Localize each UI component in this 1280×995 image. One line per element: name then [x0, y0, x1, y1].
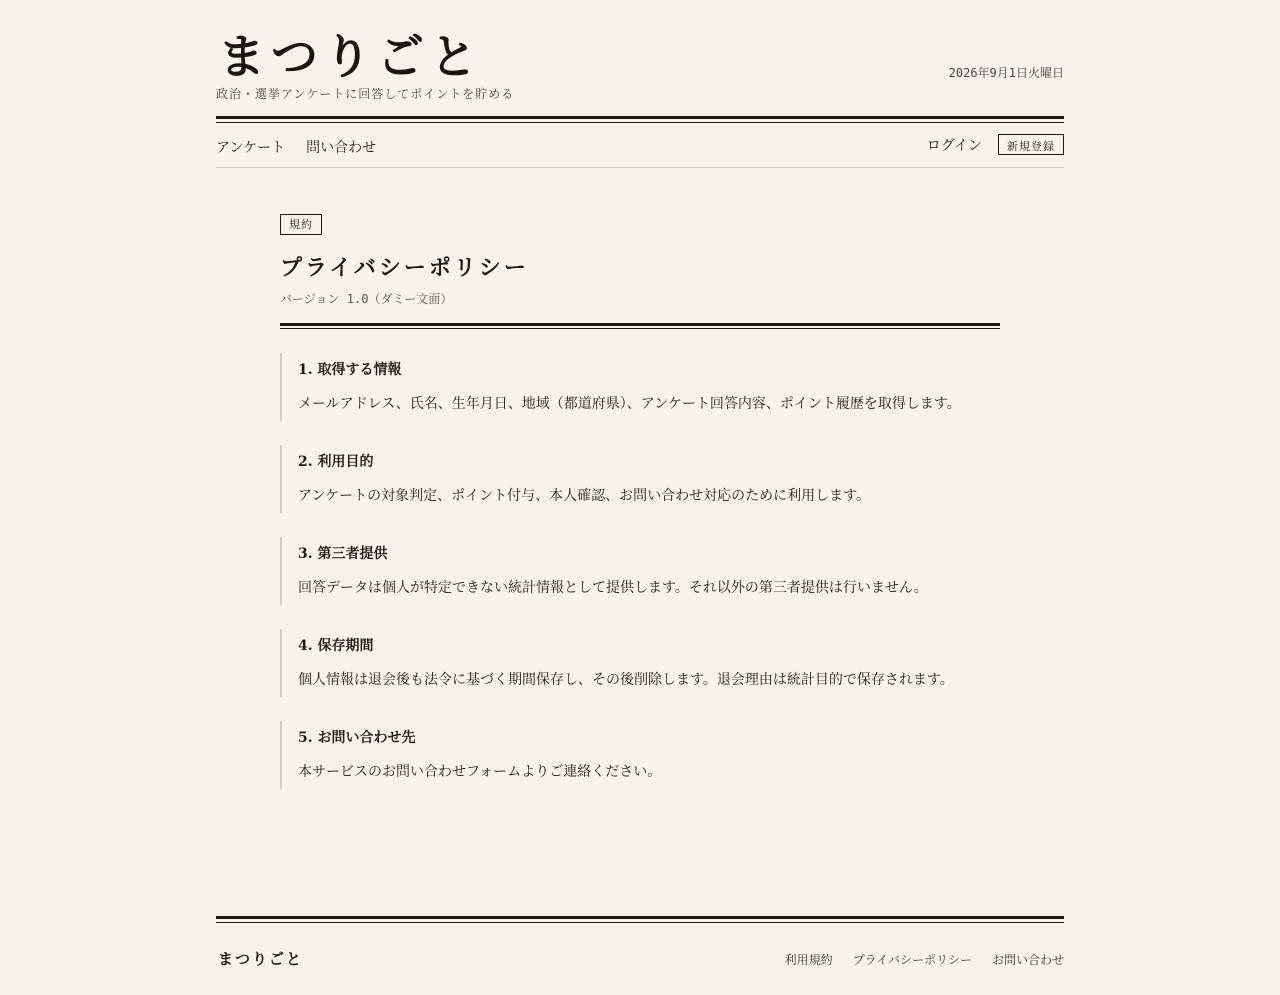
title-divider	[280, 323, 1000, 329]
section-heading: 4. 保存期間	[298, 638, 374, 654]
section-body: 回答データは個人が特定できない統計情報として提供します。それ以外の第三者提供は行いません。	[298, 580, 928, 596]
footer-link-contact[interactable]: お問い合わせ	[991, 953, 1064, 967]
login-link[interactable]: ログイン	[926, 137, 982, 154]
footer-link-privacy[interactable]: プライバシーポリシー	[852, 953, 972, 967]
footer-link-terms[interactable]: 利用規約	[784, 953, 833, 967]
policy-section	[280, 537, 1000, 605]
policy-section	[280, 629, 1000, 697]
footer-logo[interactable]: まつりごと	[218, 950, 304, 968]
section-body: アンケートの対象判定、ポイント付与、本人確認、お問い合わせ対応のために利用します。	[298, 488, 871, 504]
footer-links	[785, 951, 1064, 968]
site-logo[interactable]: まつりごと	[218, 30, 483, 85]
nav-item-contact[interactable]: 問い合わせ	[306, 140, 377, 156]
category-badge: 規約	[280, 214, 322, 235]
auth-actions	[927, 134, 1064, 155]
section-body: 個人情報は退会後も法令に基づく期間保存し、その後削除します。退会理由は統計目的で保存されます。	[298, 672, 954, 688]
policy-section	[280, 353, 1000, 421]
site-tagline: 政治・選挙アンケートに回答してポイントを貯める	[216, 87, 515, 101]
page	[216, 0, 1064, 995]
section-body: メールアドレス、氏名、生年月日、地域（都道府県）、アンケート回答内容、ポイント履歴を取得します。	[298, 396, 961, 412]
policy-section	[280, 445, 1000, 513]
section-heading: 5. お問い合わせ先	[298, 730, 416, 746]
section-heading: 1. 取得する情報	[298, 362, 402, 378]
header-divider	[216, 116, 1064, 123]
section-body: 本サービスのお問い合わせフォームよりご連絡ください。	[298, 764, 662, 780]
version-label: バージョン 1.0（ダミー文面）	[280, 292, 453, 306]
page-title: プライバシーポリシー	[280, 255, 529, 281]
policy-sections	[280, 353, 1000, 789]
main-nav	[216, 124, 1064, 168]
nav-links	[216, 137, 376, 157]
policy-article	[280, 213, 1000, 813]
section-heading: 3. 第三者提供	[298, 546, 388, 562]
nav-item-survey[interactable]: アンケート	[216, 140, 286, 156]
footer-divider	[216, 916, 1064, 923]
section-heading: 2. 利用目的	[298, 454, 374, 470]
policy-section	[280, 721, 1000, 789]
site-header	[216, 0, 1064, 117]
signup-button[interactable]: 新規登録	[998, 134, 1064, 155]
current-date: 2026年9月1日火曜日	[948, 66, 1064, 80]
